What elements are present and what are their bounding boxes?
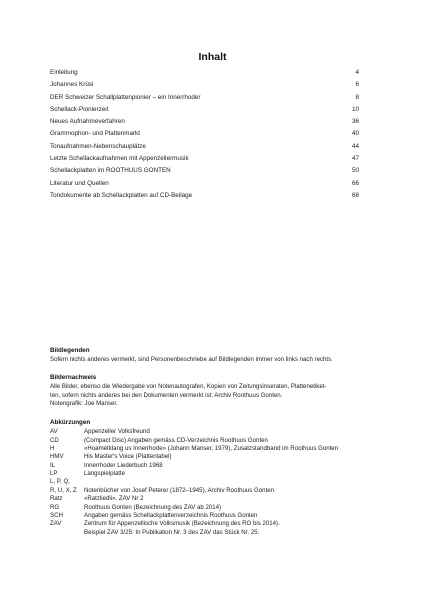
toc-entry [50,128,359,140]
abbreviation-value: Notenbücher von Josef Peterer (1872–1945), Archiv Roothuus Gonten [84,486,275,494]
abbreviation-value: His Master's Voice (Plattenlabel) [84,453,172,461]
abbreviation-row [50,529,380,537]
toc-entry-page: 66 [351,179,359,187]
abbreviation-row [50,512,380,520]
toc-entry [50,141,359,153]
abbreviation-key: R, U, X, Z [50,486,77,494]
bildlegenden-text: Sofern nichts anderes vermerkt, sind Personenbeschriebe auf Bildlegenden immer von links nach rechts. [50,356,333,364]
abbreviation-value: «Ratzliedli». ZAV Nr 2 [84,495,144,503]
abbreviation-value: Beispiel ZAV 3/25: In Publikation Nr. 3 des ZAV das Stück Nr. 25. [84,528,260,536]
abbreviation-value: «Hoametklang us Innerrhode» (Johann Manser, 1979), Zusatzstandband im Roothuus Gonten [84,445,339,453]
bildernachweis-line: Alle Bilder, ebenso die Wiedergabe von Notenautografen, Kopien von Zeitungsinseraten, Plattenetiket- [50,383,327,391]
abbreviation-key [50,529,84,537]
abbreviation-value: Roothuus Gonten (Bezeichnung des ZAV ab 2014) [84,503,222,511]
abbreviation-key: L, P, Q, [50,478,70,486]
toc-entry-page: 40 [351,130,359,138]
abbreviation-row [50,428,380,436]
toc-entry-label: Tondokumente ab Schellackplatten auf CD-Beilage [50,191,193,199]
toc-entry [50,165,359,177]
toc-entry-label: Grammophon- und Plattenmarkt [50,130,140,138]
toc-entry-page: 6 [355,81,359,89]
toc-entry-page: 47 [351,155,359,163]
toc-entry-label: Schellack-Pionierzeit [50,105,109,113]
abkuerzungen-section [50,419,380,537]
toc-entry [50,79,359,91]
toc-entry-page: 50 [351,167,359,175]
bildernachweis-heading: Bildernachweis [50,374,97,381]
toc-title: Inhalt [198,51,227,63]
toc-entry-page: 44 [351,142,359,150]
abbreviation-value: Innerrhoder Liederbuch 1968 [84,461,163,469]
toc-entry-label: Letzte Schellackaufnahmen mit Appenzellermusik [50,155,189,163]
toc-entry-page: 36 [351,118,359,126]
abbreviation-row [50,495,380,503]
abbreviation-row [50,437,380,445]
abbreviation-key: ZAV [50,520,62,528]
toc-entry [50,92,359,104]
abbreviation-list [50,428,380,536]
toc-entry [50,104,359,116]
abbreviation-key: Ratz [50,495,63,503]
abbreviation-key: AV [50,428,58,436]
toc-entry-label: Schellackplatten im ROOTHUUS GONTEN [50,167,171,175]
toc-entry [50,67,359,79]
toc-entry-label: Neues Aufnahmeverfahren [50,118,125,126]
toc-entry-page: 10 [351,105,359,113]
abbreviation-key: LP [50,470,58,478]
abbreviation-value [84,478,380,486]
abbreviation-row [50,462,380,470]
abbreviation-key: IL [50,461,56,469]
toc-entry [50,178,359,190]
toc-entry-page: 8 [355,93,359,101]
abbreviation-row [50,504,380,512]
toc-entry [50,116,359,128]
toc-entry-label: DER Schweizer Schallplattenpionier – ein Innerrhoder [50,93,201,101]
bildernachweis-line: Notengrafik: Joe Manser. [50,400,118,408]
abbreviation-row [50,478,380,486]
toc-entry-label: Tonaufnahmen-Nebenschauplätze [50,142,146,150]
table-of-contents [50,67,359,202]
bildlegenden-section [50,347,380,365]
abbreviation-key: HMV [50,453,64,461]
abbreviation-value: Angaben gemäss Schellackplattenverzeichnis Roothuus Gonten [84,511,258,519]
abbreviation-row [50,487,380,495]
abbreviation-key: RG [50,503,60,511]
abbreviation-key: H [50,445,55,453]
toc-entry-page: 4 [355,69,359,76]
abbreviation-value: Langspielplatte [84,470,125,478]
abbreviation-row [50,453,380,461]
abbreviation-row [50,520,380,528]
abbreviation-key: CD [50,436,59,444]
toc-entry-label: Literatur und Quellen [50,179,109,187]
bildlegenden-heading: Bildlegenden [50,347,90,354]
abbreviation-value: Zentrum für Appenzellische Volksmusik (Bezeichnung des RG bis 2014). [84,520,280,528]
abbreviation-row [50,470,380,478]
toc-entry-page: 68 [351,191,359,199]
abkuerzungen-heading: Abkürzungen [50,419,91,426]
toc-entry [50,153,359,165]
toc-entry-label: Einleitung [50,69,78,76]
abbreviation-value: Appenzeller Volksfreund [84,428,150,436]
toc-entry [50,190,359,202]
abbreviation-value: (Compact Disc) Angaben gemäss CD-Verzeichnis Roothuus Gonten [84,436,268,444]
bildernachweis-line: ten, sofern nichts anderes bei den Dokumenten vermerkt ist: Archiv Roothuus Gonten. [50,391,283,399]
abbreviation-key: SCH [50,511,63,519]
abbreviation-row [50,445,380,453]
toc-entry-label: Johannes Krüsi [50,81,94,89]
bildernachweis-section [50,374,380,409]
